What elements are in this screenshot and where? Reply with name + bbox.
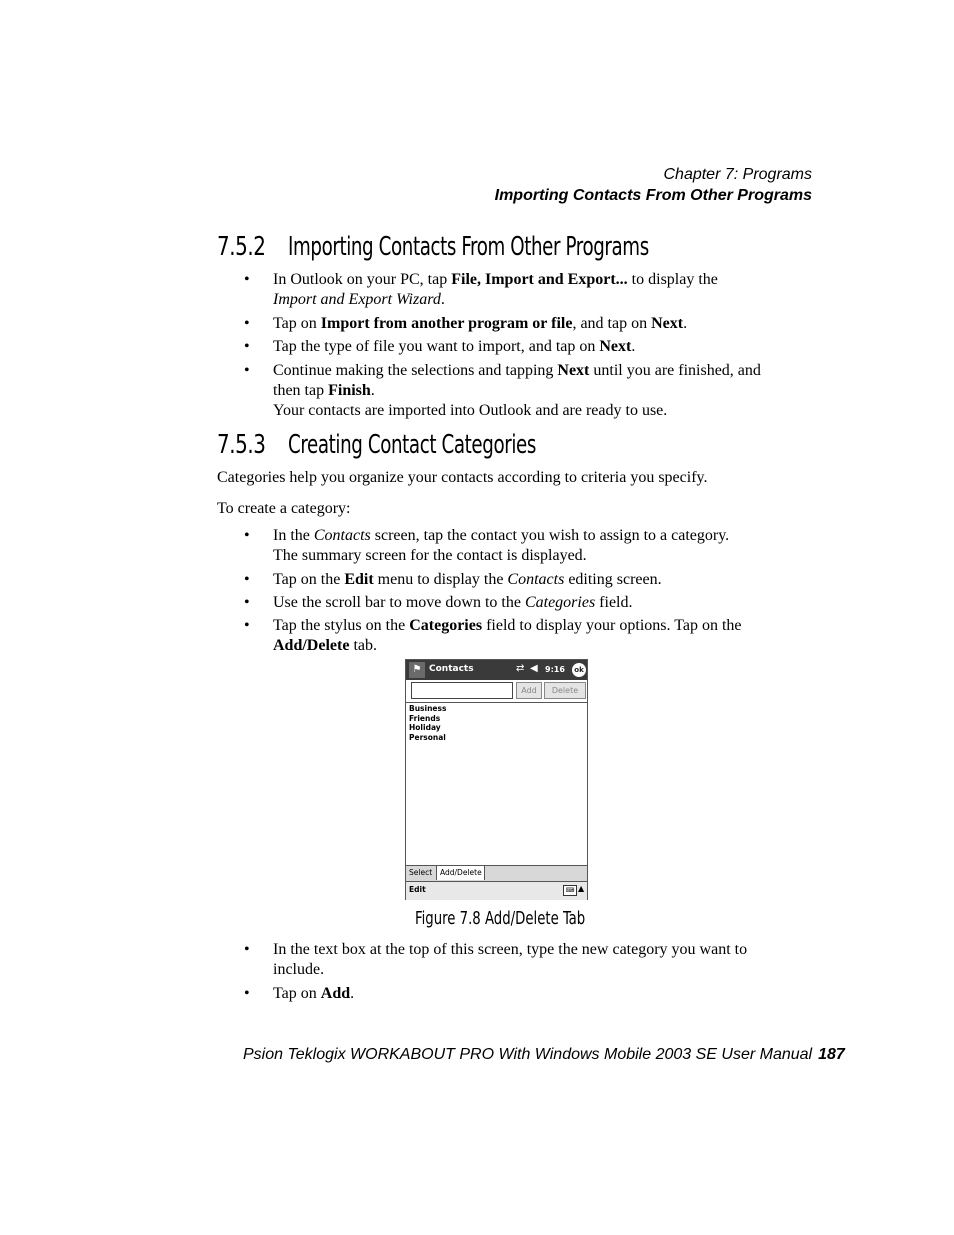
windows-flag-icon[interactable]: ⚑ xyxy=(409,662,425,678)
running-header-section: Importing Contacts From Other Programs xyxy=(494,187,812,204)
lead-paragraph: To create a category: xyxy=(217,500,351,517)
section-title: Creating Contact Categories xyxy=(288,430,536,460)
list-item[interactable]: Personal xyxy=(409,732,446,742)
tab-bar xyxy=(406,865,587,881)
manual-title: Psion Teklogix WORKABOUT PRO With Windows Mobile 2003 SE User Manual xyxy=(243,1046,813,1063)
app-title: Contacts xyxy=(429,664,474,674)
clock-time[interactable]: 9:16 xyxy=(545,665,565,674)
figure-caption: Figure 7.8 Add/Delete Tab xyxy=(415,908,586,929)
list-item[interactable]: Friends xyxy=(409,713,441,723)
device-screenshot xyxy=(405,659,588,900)
section-heading-752 xyxy=(217,232,751,262)
add-button[interactable]: Add xyxy=(516,682,542,699)
speaker-icon[interactable]: ◀ xyxy=(530,663,538,674)
menu-bar xyxy=(406,881,587,900)
section-heading-753 xyxy=(217,430,606,460)
keyboard-icon[interactable]: ⌨ xyxy=(563,885,577,896)
running-header-chapter: Chapter 7: Programs xyxy=(663,166,812,183)
tab-select[interactable]: Select xyxy=(406,866,437,880)
page-footer xyxy=(243,1046,845,1064)
list-item[interactable]: Business xyxy=(409,704,447,713)
sync-arrows-icon[interactable]: ⇄ xyxy=(516,663,525,674)
tab-add-delete[interactable]: Add/Delete xyxy=(437,866,485,880)
arrow-up-icon[interactable]: ▲ xyxy=(578,884,585,893)
section-number: 7.5.3 xyxy=(217,430,266,460)
delete-button[interactable]: Delete xyxy=(544,682,586,699)
menu-edit[interactable]: Edit xyxy=(409,885,426,894)
divider xyxy=(406,702,587,703)
section-number: 7.5.2 xyxy=(217,232,266,262)
category-input[interactable] xyxy=(411,682,513,699)
category-list xyxy=(409,704,446,742)
title-bar xyxy=(406,660,587,680)
list-item[interactable]: Holiday xyxy=(409,723,441,733)
ok-button[interactable]: ok xyxy=(572,663,586,677)
page-number: 187 xyxy=(818,1046,845,1063)
section-title: Importing Contacts From Other Programs xyxy=(288,232,649,262)
intro-paragraph: Categories help you organize your contacts according to criteria you specify. xyxy=(217,469,708,486)
